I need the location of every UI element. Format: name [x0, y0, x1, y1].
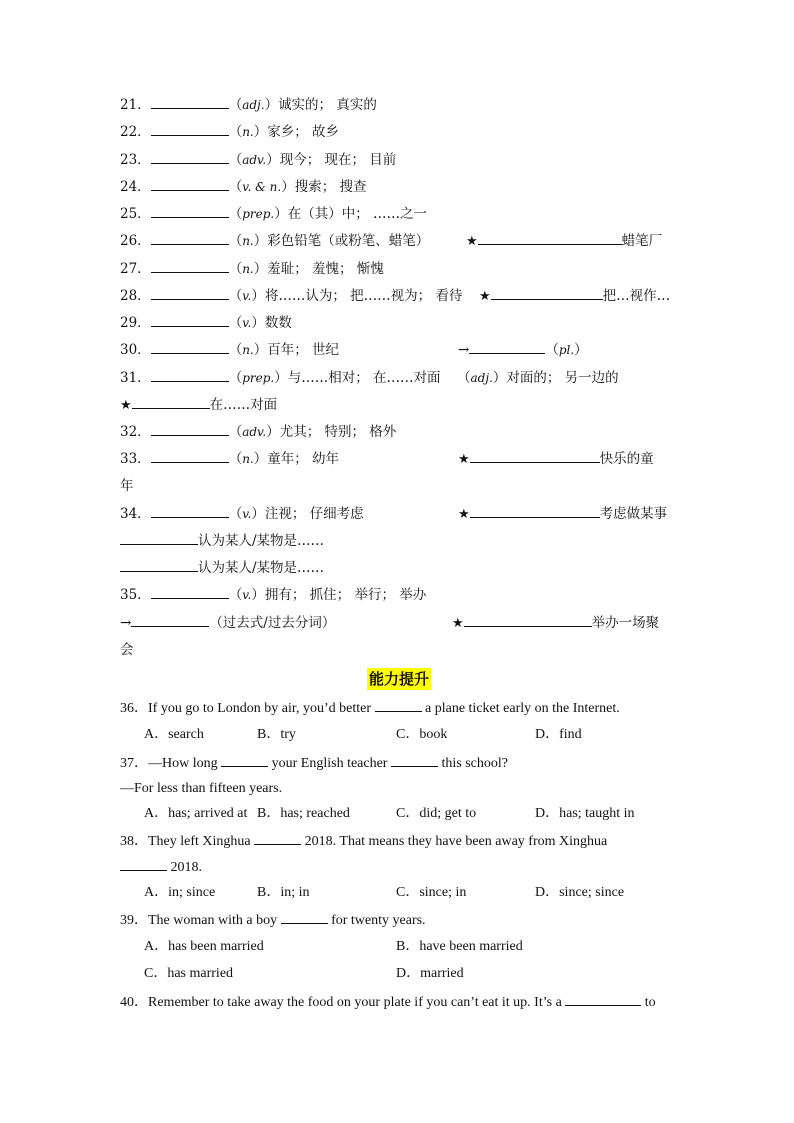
star-icon: ★	[479, 289, 491, 304]
answer-blank[interactable]	[151, 341, 229, 354]
answer-blank[interactable]	[120, 559, 198, 572]
part-of-speech: adj.	[242, 98, 265, 112]
answer-blank[interactable]	[151, 314, 229, 327]
vocab-item-35-extension-cont: 会	[120, 642, 134, 658]
option-a[interactable]: A．has; arrived at	[144, 806, 248, 821]
vocab-item-35: 35． （v.）拥有； 抓住； 举行； 举办	[120, 587, 427, 603]
star-icon: ★	[458, 507, 470, 522]
option-b[interactable]: B．have been married	[396, 939, 523, 954]
option-a[interactable]: A．search	[144, 727, 204, 742]
question-40: 40．Remember to take away the food on your plate if you can’t eat it up. It’s a to	[120, 995, 656, 1010]
answer-blank[interactable]	[151, 505, 229, 518]
vocab-item-29: 29． （v.）数数	[120, 315, 292, 331]
answer-blank[interactable]	[151, 586, 229, 599]
section-heading: 能力提升	[369, 670, 430, 688]
answer-blank[interactable]	[478, 232, 622, 245]
option-c[interactable]: C．since; in	[396, 885, 467, 900]
answer-blank[interactable]	[375, 699, 422, 712]
answer-blank[interactable]	[151, 450, 229, 463]
vocab-item-33: 33． （n.）童年； 幼年	[120, 451, 340, 467]
option-c[interactable]: C．has married	[144, 966, 234, 981]
meaning: 诚实的； 真实的	[278, 97, 377, 113]
answer-blank[interactable]	[221, 754, 268, 767]
item-number: 21．	[120, 97, 151, 113]
vocab-item-31-extension: ★ 在……对面	[120, 397, 278, 413]
question-39: 39．The woman with a boy for twenty years.	[120, 913, 426, 928]
vocab-item-30: 30． （n.）百年； 世纪	[120, 342, 340, 358]
option-d[interactable]: D．has; taught in	[535, 806, 635, 821]
vocab-item-32: 32． （adv.）尤其； 特别； 格外	[120, 424, 397, 440]
vocab-item-33-extension-cont: 年	[120, 478, 134, 494]
vocab-item-25: 25． （prep.）在（其）中； ……之一	[120, 206, 427, 222]
answer-blank[interactable]	[120, 532, 198, 545]
vocab-item-35-extension: ★ 举办一场聚	[452, 615, 660, 631]
vocab-item-31-second-meaning: （adj.）对面的； 另一边的	[457, 370, 619, 386]
vocab-item-22: 22． （n.）家乡； 故乡	[120, 124, 340, 140]
option-b[interactable]: B．in; in	[257, 885, 310, 900]
answer-blank[interactable]	[565, 993, 641, 1006]
question-38: 38．They left Xinghua 2018. That means they have been away from Xinghua	[120, 834, 608, 849]
answer-blank[interactable]	[151, 287, 229, 300]
vocab-item-27: 27． （n.）羞耻； 羞愧； 惭愧	[120, 261, 384, 277]
vocab-item-30-extension: → （pl.）	[458, 342, 588, 358]
question-36: 36．If you go to London by air, you’d better a plane ticket early on the Internet.	[120, 701, 620, 716]
answer-blank[interactable]	[491, 287, 603, 300]
option-b[interactable]: B．try	[257, 727, 296, 742]
option-d[interactable]: D．married	[396, 966, 464, 981]
answer-blank[interactable]	[464, 614, 592, 627]
answer-blank[interactable]	[151, 123, 229, 136]
vocab-item-28-extension: ★ 把…视作…	[479, 288, 671, 304]
answer-blank[interactable]	[469, 341, 545, 354]
vocab-item-31: 31． （prep.）与……相对； 在……对面	[120, 370, 441, 386]
answer-blank[interactable]	[470, 450, 600, 463]
vocab-item-33-extension: ★ 快乐的童	[458, 451, 654, 467]
vocab-item-23: 23． （adv.）现今； 现在； 目前	[120, 152, 397, 168]
answer-blank[interactable]	[254, 832, 301, 845]
answer-blank[interactable]	[132, 396, 210, 409]
answer-blank[interactable]	[470, 505, 600, 518]
vocab-item-34-extension-3: 认为某人/某物是……	[120, 559, 324, 577]
answer-blank[interactable]	[281, 911, 328, 924]
question-37-answer-line: —For less than fifteen years.	[120, 781, 283, 796]
answer-blank[interactable]	[151, 96, 229, 109]
answer-blank[interactable]	[151, 151, 229, 164]
star-icon: ★	[120, 398, 132, 413]
option-d[interactable]: D．since; since	[535, 885, 625, 900]
vocab-item-26: 26． （n.）彩色铅笔（或粉笔、蜡笔）	[120, 233, 430, 249]
vocab-item-34-extension-2: 认为某人/某物是……	[120, 532, 324, 550]
vocab-item-28: 28． （v.）将……认为； 把……视为； 看待	[120, 288, 463, 304]
star-icon: ★	[466, 234, 478, 249]
answer-blank[interactable]	[151, 178, 229, 191]
option-b[interactable]: B．has; reached	[257, 806, 350, 821]
vocab-item-34-extension: ★ 考虑做某事	[458, 506, 668, 522]
vocab-item-35-past-form: → （过去式/过去分词）	[120, 615, 336, 631]
answer-blank[interactable]	[120, 858, 167, 871]
answer-blank[interactable]	[151, 232, 229, 245]
star-icon: ★	[452, 616, 464, 631]
question-38-cont: 2018.	[120, 858, 202, 877]
option-a[interactable]: A．has been married	[144, 939, 264, 954]
star-icon: ★	[458, 452, 470, 467]
answer-blank[interactable]	[391, 754, 438, 767]
option-c[interactable]: C．book	[396, 727, 448, 742]
question-37: 37．—How long your English teacher this school?	[120, 756, 508, 771]
vocab-item-21: 21． （adj.）诚实的； 真实的	[120, 97, 377, 113]
arrow-icon: →	[458, 342, 470, 358]
vocab-item-24: 24． （v. & n.）搜索； 搜查	[120, 179, 367, 195]
vocab-item-34: 34． （v.）注视； 仔细考虑	[120, 506, 364, 522]
answer-blank[interactable]	[151, 423, 229, 436]
option-c[interactable]: C．did; get to	[396, 806, 477, 821]
answer-blank[interactable]	[151, 369, 229, 382]
option-d[interactable]: D．find	[535, 727, 582, 742]
option-a[interactable]: A．in; since	[144, 885, 216, 900]
answer-blank[interactable]	[151, 260, 229, 273]
vocab-item-26-extension: ★ 蜡笔厂	[466, 233, 663, 249]
answer-blank[interactable]	[151, 205, 229, 218]
answer-blank[interactable]	[131, 614, 209, 627]
arrow-icon: →	[120, 615, 132, 631]
